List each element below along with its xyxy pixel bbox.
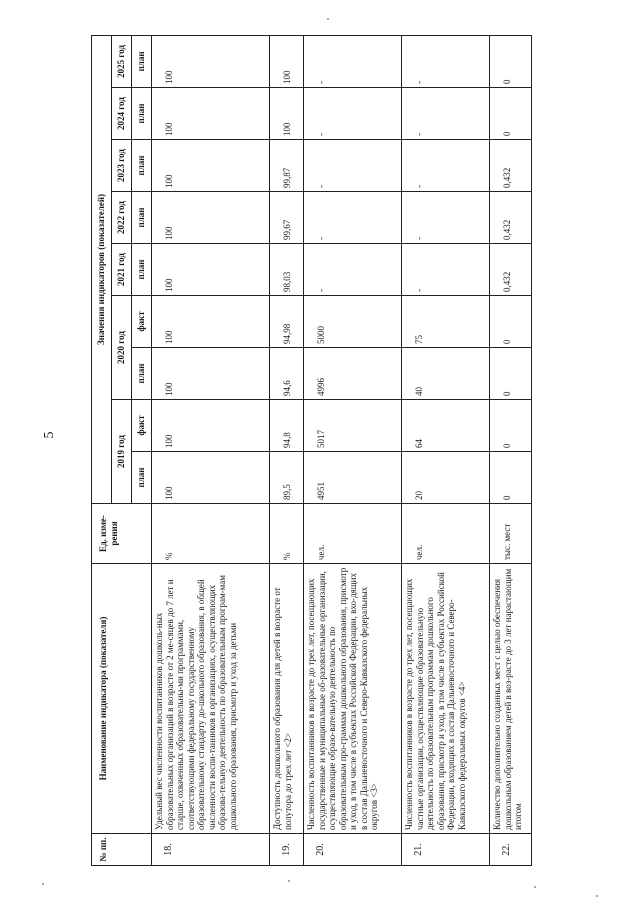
row-value: 0,432 bbox=[490, 140, 532, 192]
row-value: 98,03 bbox=[270, 244, 304, 296]
indicators-table bbox=[91, 35, 532, 866]
header-plan: план bbox=[132, 192, 152, 244]
row-value: - bbox=[402, 35, 490, 87]
header-year: 2022 год bbox=[112, 192, 132, 244]
row-value: 20 bbox=[402, 452, 490, 504]
scan-speck bbox=[327, 18, 329, 20]
row-num: 19. bbox=[270, 834, 304, 866]
row-value: 75 bbox=[402, 296, 490, 348]
row-value: 4951 bbox=[304, 452, 402, 504]
row-value: - bbox=[304, 140, 402, 192]
row-unit: % bbox=[270, 504, 304, 564]
header-fact: факт bbox=[132, 296, 152, 348]
row-unit: чел. bbox=[304, 504, 402, 564]
row-value: 94,6 bbox=[270, 348, 304, 400]
row-num: 21. bbox=[402, 834, 490, 866]
rotated-table-wrapper bbox=[91, 36, 531, 866]
row-name: Удельный вес численности воспитанников дошколь-ных образовательных организаций в возрасте от 2 ме-сяцев до 7 лет и старше, охваченных образовательны-ми программами, соответствующими федеральному государственному образовательному стандарту до-школьного образования, в общей численности воспи-танников в организациях, осуществляющих образова-тельную деятельность по образовательным програм-мам дошкольного образования, присмотр и уход за детьми bbox=[152, 564, 270, 834]
header-unit: Ед. изме-рения bbox=[92, 504, 152, 564]
row-unit: чел. bbox=[402, 504, 490, 564]
row-value: 5017 bbox=[304, 400, 402, 452]
row-value: 100 bbox=[152, 35, 270, 87]
header-name: Наименование индикатора (показателя) bbox=[92, 564, 152, 834]
header-year: 2019 год bbox=[112, 400, 132, 504]
row-value: 0,432 bbox=[490, 192, 532, 244]
table-row bbox=[304, 35, 402, 865]
row-value: - bbox=[402, 192, 490, 244]
row-value: - bbox=[304, 88, 402, 140]
header-plan: план bbox=[132, 348, 152, 400]
row-value: 5000 bbox=[304, 296, 402, 348]
header-year: 2023 год bbox=[112, 140, 132, 192]
row-value: 64 bbox=[402, 400, 490, 452]
row-value: 100 bbox=[270, 88, 304, 140]
row-num: 20. bbox=[304, 834, 402, 866]
table-row bbox=[152, 35, 270, 865]
row-value: 99,67 bbox=[270, 192, 304, 244]
row-value: 100 bbox=[152, 140, 270, 192]
row-value: 100 bbox=[270, 35, 304, 87]
scan-speck bbox=[42, 883, 44, 885]
header-plan: план bbox=[132, 452, 152, 504]
row-value: 100 bbox=[152, 192, 270, 244]
row-value: 99,87 bbox=[270, 140, 304, 192]
header-num: № пп. bbox=[92, 834, 152, 866]
row-value: - bbox=[304, 35, 402, 87]
row-name: Численность воспитанников в возрасте до трех лет, посещающих государственные и муниципальные об-разовательные организации, осуществляющие образо-вательную деятельность по образовательным про-граммам дошкольного образования, присмотр и уход, в том числе в субъектах Российской Федерации, вхо-дящих в состав Дальневосточного и Северо-Кавказского федеральных округов <3> bbox=[304, 564, 402, 834]
row-num: 22. bbox=[490, 834, 532, 866]
row-value: 0 bbox=[490, 88, 532, 140]
row-unit: тыс. мест bbox=[490, 504, 532, 564]
row-value: 0 bbox=[490, 348, 532, 400]
row-value: 100 bbox=[152, 88, 270, 140]
header-plan: план bbox=[132, 140, 152, 192]
row-value: 89,5 bbox=[270, 452, 304, 504]
row-name: Количество дополнительно созданных мест с целью обеспечения дошкольным образованием детей в воз-расте до 3 лет нарастающим итогом bbox=[490, 564, 532, 834]
header-fact: факт bbox=[132, 400, 152, 452]
row-value: - bbox=[402, 244, 490, 296]
header-year: 2024 год bbox=[112, 88, 132, 140]
page-number: 5 bbox=[42, 431, 57, 439]
row-value: 0 bbox=[490, 452, 532, 504]
header-year: 2021 год bbox=[112, 244, 132, 296]
row-value: 4996 bbox=[304, 348, 402, 400]
row-value: 94,8 bbox=[270, 400, 304, 452]
scan-speck bbox=[534, 886, 536, 888]
row-value: - bbox=[304, 192, 402, 244]
row-value: 0 bbox=[490, 400, 532, 452]
row-unit: % bbox=[152, 504, 270, 564]
row-value: - bbox=[402, 88, 490, 140]
row-value: 100 bbox=[152, 400, 270, 452]
row-name: Численность воспитанников в возрасте до трех лет, посещающих частные организации, осуществляющие образовательную деятельность по образовательным программам дошкольного образования, присмотр и уход, в том числе в субъектах Российской Федерации, входящих в состав Дальневосточного и Северо-Кавказского федеральных округов <4> bbox=[402, 564, 490, 834]
row-value: 0 bbox=[490, 296, 532, 348]
row-num: 18. bbox=[152, 834, 270, 866]
row-value: 100 bbox=[152, 296, 270, 348]
header-plan: план bbox=[132, 88, 152, 140]
header-year: 2025 год bbox=[112, 35, 132, 87]
row-value: 0,432 bbox=[490, 244, 532, 296]
row-value: - bbox=[402, 140, 490, 192]
scan-speck bbox=[288, 880, 290, 882]
header-values: Значения индикаторов (показателей) bbox=[92, 35, 112, 503]
row-value: - bbox=[304, 244, 402, 296]
row-value: 0 bbox=[490, 35, 532, 87]
row-value: 40 bbox=[402, 348, 490, 400]
table-row bbox=[270, 35, 304, 865]
header-plan: план bbox=[132, 35, 152, 87]
row-value: 100 bbox=[152, 348, 270, 400]
row-value: 100 bbox=[152, 244, 270, 296]
row-name: Доступность дошкольного образования для детей в возрасте от полутора до трех лет <2> bbox=[270, 564, 304, 834]
row-value: 100 bbox=[152, 452, 270, 504]
header-plan: план bbox=[132, 244, 152, 296]
scan-speck bbox=[596, 895, 598, 897]
row-value: 94,98 bbox=[270, 296, 304, 348]
header-year: 2020 год bbox=[112, 296, 132, 400]
table-row bbox=[490, 35, 532, 865]
table-row bbox=[402, 35, 490, 865]
